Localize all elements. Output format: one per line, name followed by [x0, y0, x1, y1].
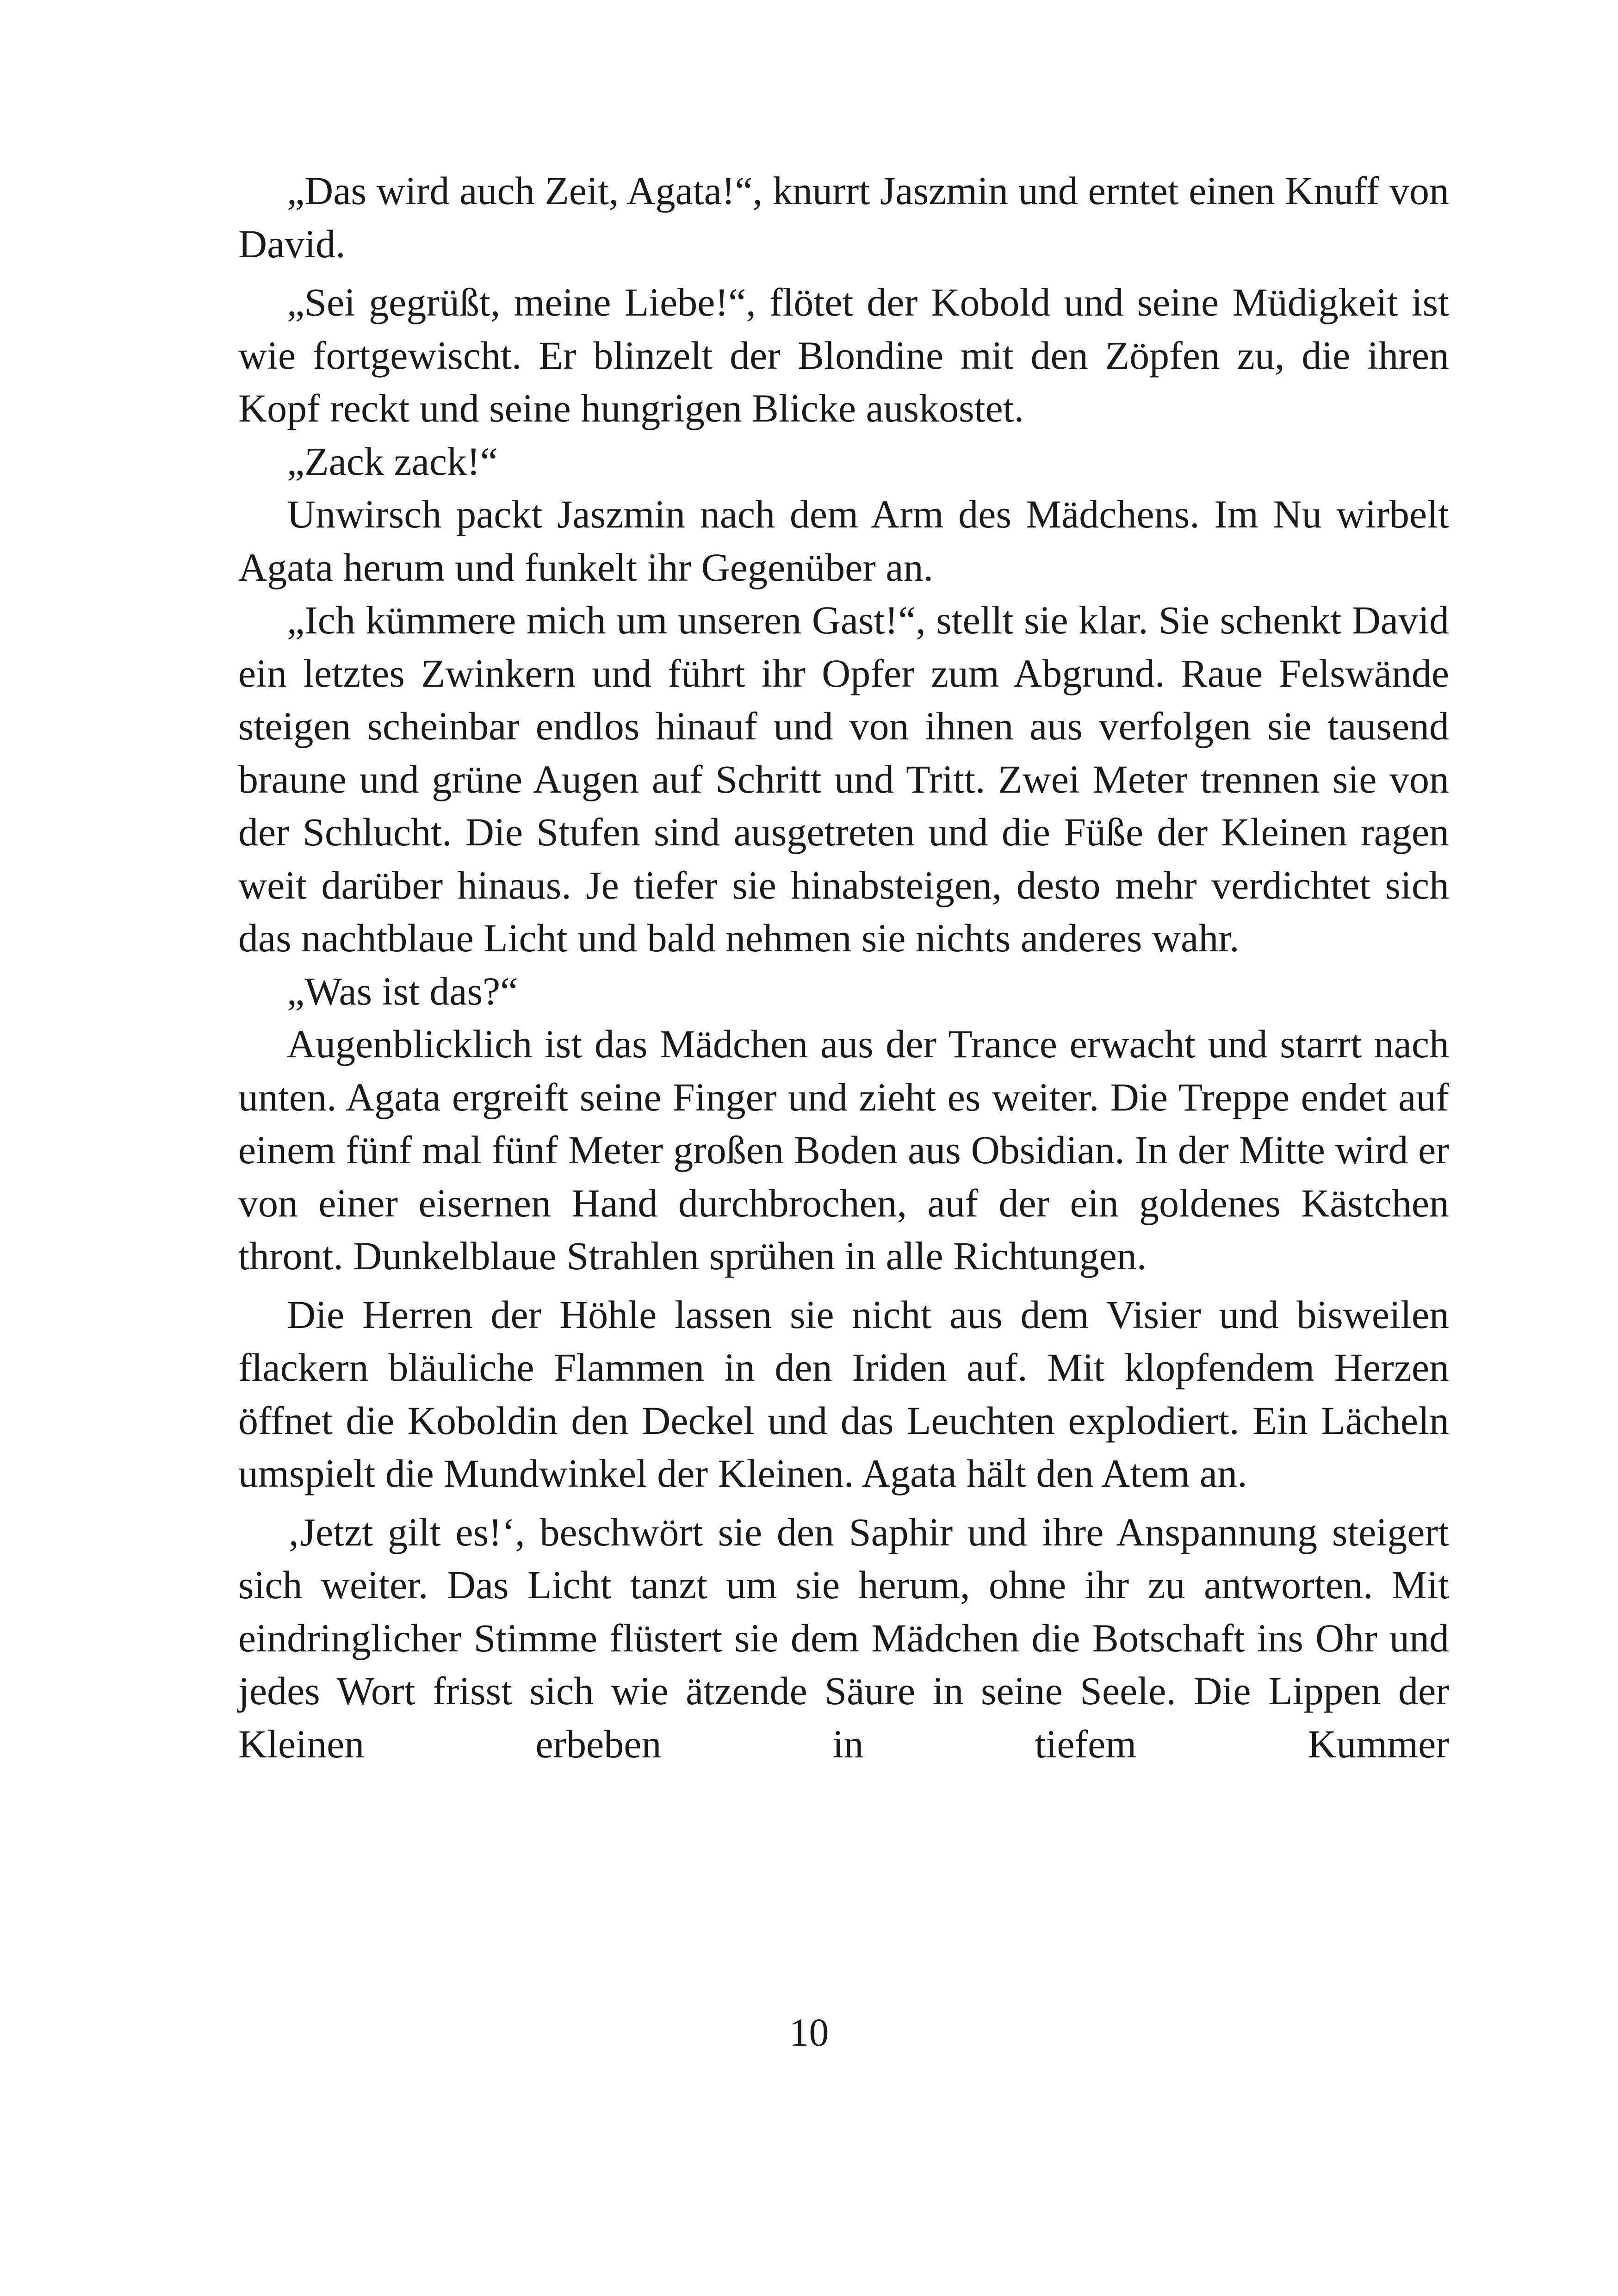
paragraph-6: „Was ist das?“ — [287, 968, 518, 1013]
paragraph-2: „Sei gegrüßt, meine Liebe!“, flötet der Kobold und seine Müdigkeit ist wie fortgewischt. Er blinzelt der Blondine mit den Zöpfen zu, die ihren Kopf reckt und seine hungrigen Blicke auskostet. — [238, 280, 1449, 430]
paragraph-4: Unwirsch packt Jaszmin nach dem Arm des Mädchens. Im Nu wirbelt Agata herum und funkelt ihr Gegenüber an. — [238, 492, 1449, 590]
paragraph-5: „Ich kümmere mich um unseren Gast!“, stellt sie klar. Sie schenkt David ein letztes Zwinkern und führt ihr Opfer zum Abgrund. Raue Felswände steigen scheinbar endlos hinauf und von ihnen aus verfolgen sie tausend braune und grüne Augen auf Schritt und Tritt. Zwei Meter trennen sie von der Schlucht. Die Stufen sind ausgetreten und die Füße der Kleinen ragen weit darüber hinaus. Je tiefer sie hinabsteigen, desto mehr verdichtet sich das nachtblaue Licht und bald nehmen sie nichts anderes wahr. — [238, 598, 1449, 960]
paragraph-7: Augenblicklich ist das Mädchen aus der Trance erwacht und starrt nach unten. Agata ergreift seine Finger und zieht es weiter. Die Treppe endet auf einem fünf mal fünf Meter großen Boden aus Obsidian. In der Mitte wird er von einer eisernen Hand durchbrochen, auf der ein goldenes Kästchen thront. Dunkelblaue Strahlen sprühen in alle Richtungen. — [238, 1022, 1449, 1278]
paragraph-1: „Das wird auch Zeit, Agata!“, knurrt Jaszmin und erntet einen Knuff von David. — [238, 168, 1449, 266]
paragraph-3: „Zack zack!“ — [287, 439, 498, 484]
paragraph-8: Die Herren der Höhle lassen sie nicht aus dem Visier und bisweilen flackern bläuliche Flammen in den Iriden auf. Mit klopfendem Herzen öffnet die Koboldin den Deckel und das Leuchten explodiert. Ein Lächeln umspielt die Mundwinkel der Kleinen. Agata hält den Atem an. — [238, 1292, 1449, 1496]
paragraph-9: ‚Jetzt gilt es!‘, beschwört sie den Saphir und ihre Anspannung steigert sich weiter. Das Licht tanzt um sie herum, ohne ihr zu antworten. Mit eindringlicher Stimme flüstert sie dem Mädchen die Botschaft ins Ohr und jedes Wort frisst sich wie ätzende Säure in seine Seele. Die Lippen der Kleinen erbeben in tiefem Kummer — [238, 1509, 1449, 1766]
body-text — [238, 164, 1449, 1770]
page-number: 10 — [789, 2010, 829, 2054]
